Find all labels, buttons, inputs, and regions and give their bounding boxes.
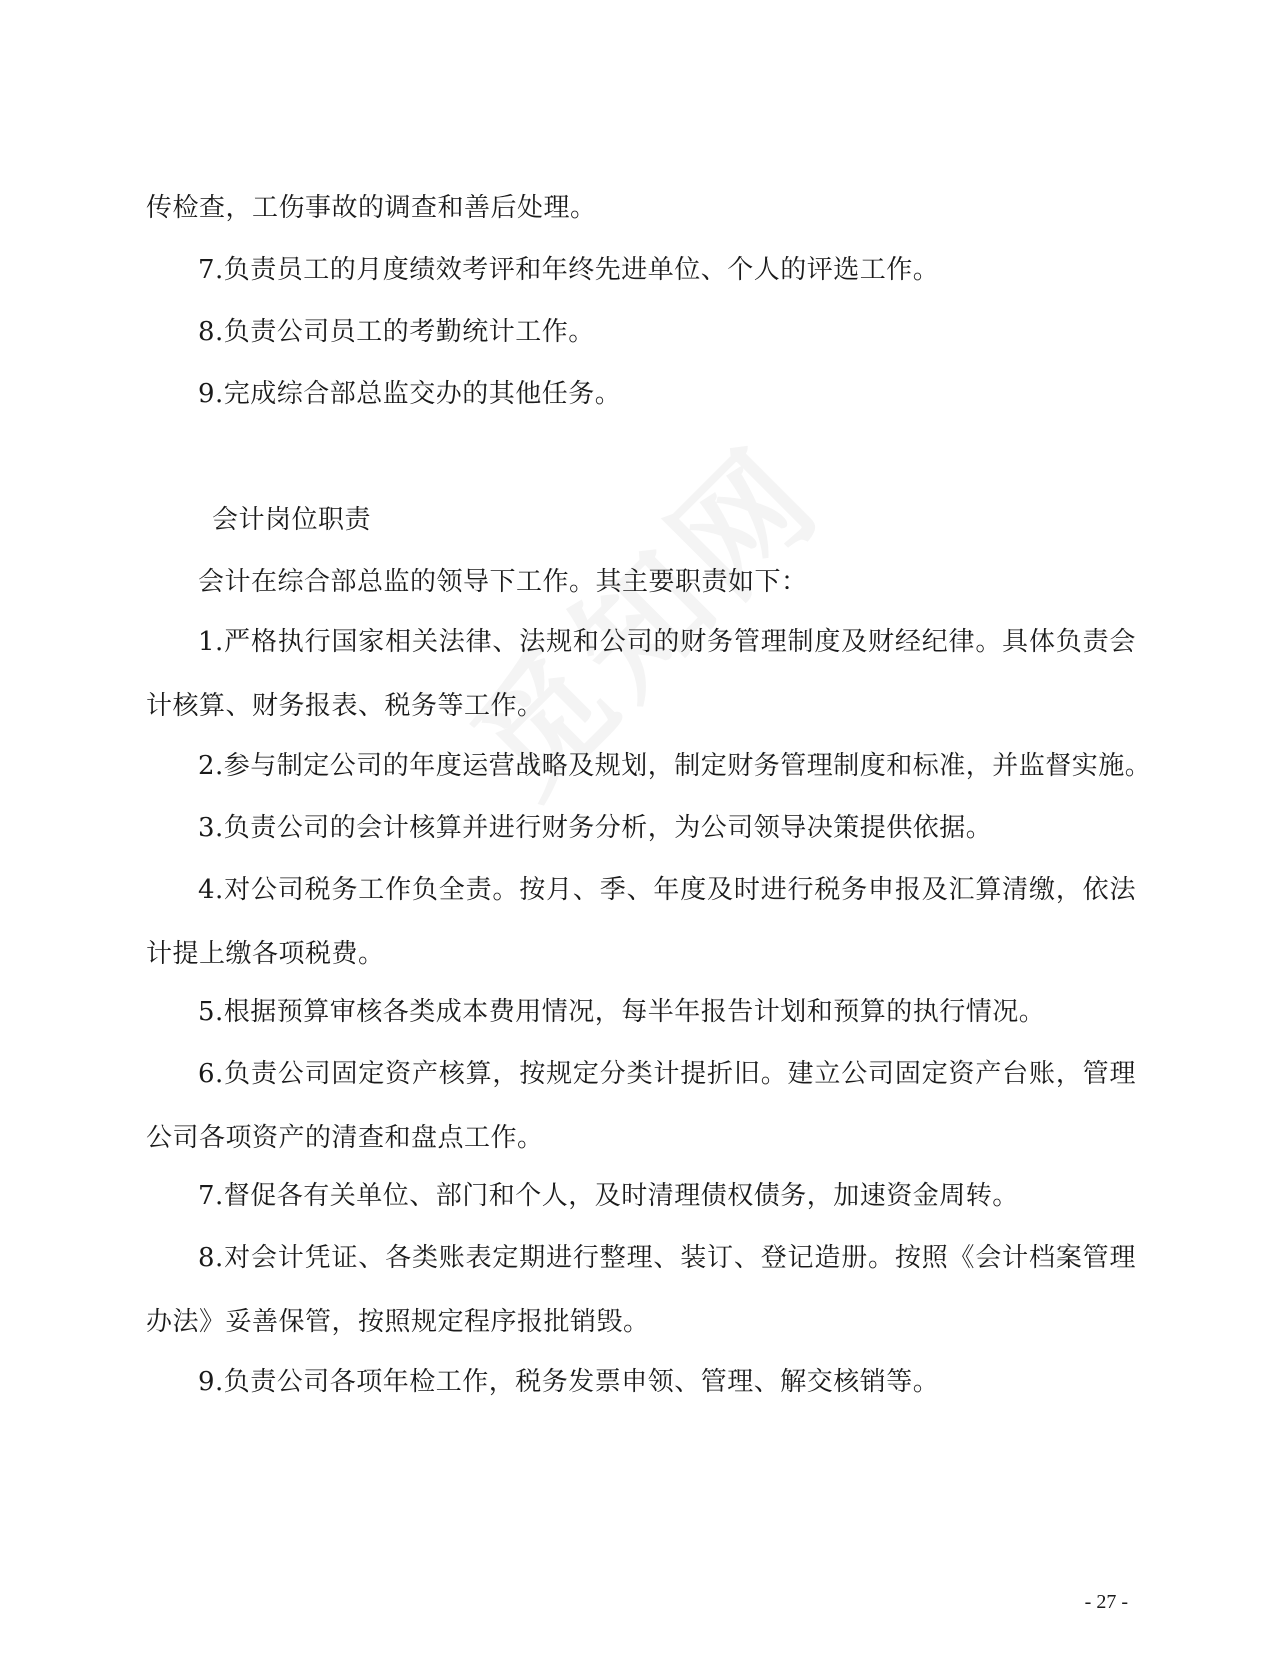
acc-item-2: 2.参与制定公司的年度运营战略及规划，制定财务管理制度和标准，并监督实施。 — [198, 751, 1152, 781]
acc-item-3: 3.负责公司的会计核算并进行财务分析，为公司领导决策提供依据。 — [198, 813, 993, 843]
page-number: - 27 - — [1084, 1591, 1128, 1613]
acc-item-5: 5.根据预算审核各类成本费用情况，每半年报告计划和预算的执行情况。 — [198, 997, 1046, 1027]
acc-item-9: 9.负责公司各项年检工作，税务发票申领、管理、解交核销等。 — [198, 1367, 940, 1397]
hr-item-9: 9.完成综合部总监交办的其他任务。 — [198, 379, 622, 409]
hr-item-8: 8.负责公司员工的考勤统计工作。 — [198, 317, 595, 347]
intro-text: 会计在综合部总监的领导下工作。其主要职责如下： — [198, 567, 808, 597]
acc-item-1: 1.严格执行国家相关法律、法规和公司的财务管理制度及财经纪律。具体负责会计核算、财务报表、税务等工作。 — [146, 627, 1136, 721]
continuation-text: 传检查，工伤事故的调查和善后处理。 — [146, 193, 597, 223]
acc-item-4: 4.对公司税务工作负全责。按月、季、年度及时进行税务申报及汇算清缴，依法计提上缴各项税费。 — [146, 875, 1136, 969]
acc-item-6: 6.负责公司固定资产核算，按规定分类计提折旧。建立公司固定资产台账，管理公司各项资产的清查和盘点工作。 — [146, 1059, 1136, 1153]
acc-item-8: 8.对会计凭证、各类账表定期进行整理、装订、登记造册。按照《会计档案管理办法》妥善保管，按照规定程序报批销毁。 — [146, 1243, 1136, 1337]
acc-item-7: 7.督促各有关单位、部门和个人，及时清理债权债务，加速资金周转。 — [198, 1181, 1019, 1211]
section-title: 会计岗位职责 — [212, 505, 372, 535]
hr-item-7: 7.负责员工的月度绩效考评和年终先进单位、个人的评选工作。 — [198, 255, 940, 285]
